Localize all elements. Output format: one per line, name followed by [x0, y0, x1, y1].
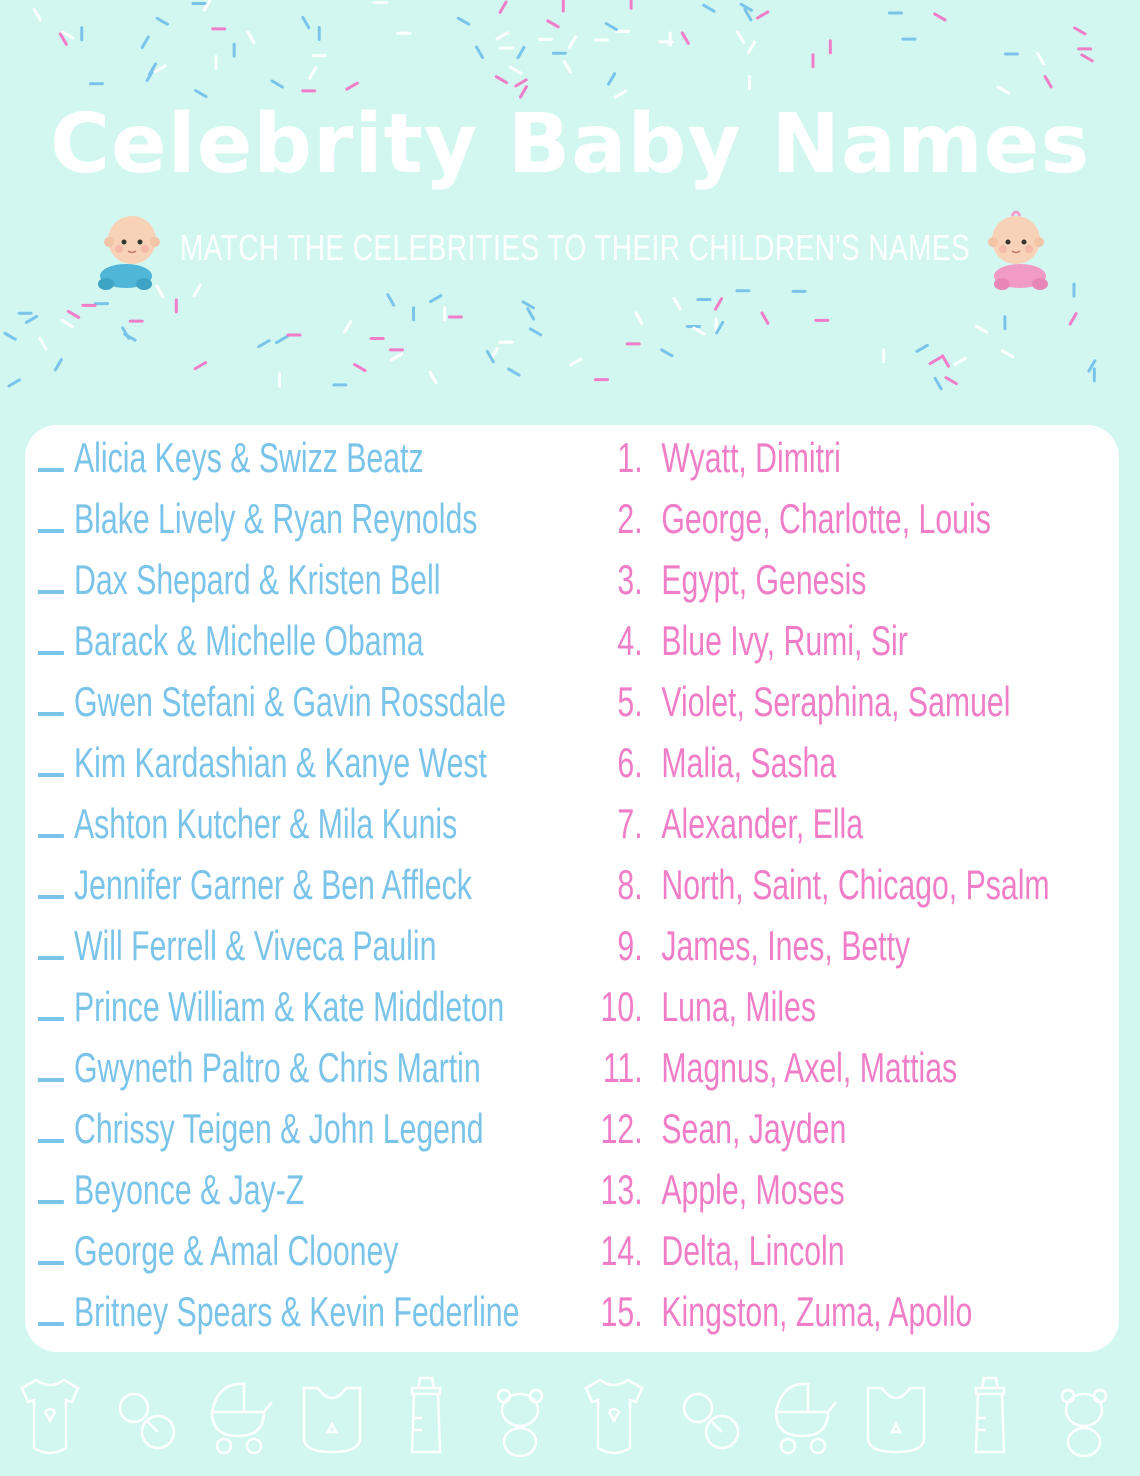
celebrity-name: Ashton Kutcher & Mila Kunis	[74, 800, 458, 847]
item-number: 5.	[617, 678, 643, 725]
celebrity-row	[38, 918, 436, 974]
children-row	[598, 613, 908, 669]
celebrity-name: Will Ferrell & Viveca Paulin	[74, 922, 437, 969]
baby-girl-icon	[976, 206, 1056, 296]
answer-blank[interactable]	[38, 1261, 64, 1265]
answer-blank[interactable]	[38, 590, 64, 594]
children-names: Malia, Sasha	[661, 739, 837, 786]
children-names: Apple, Moses	[661, 1166, 845, 1213]
celebrity-row	[38, 491, 477, 547]
answer-blank[interactable]	[38, 712, 64, 716]
item-number: 2.	[617, 495, 643, 542]
celebrity-row	[38, 613, 424, 669]
children-row	[598, 857, 1050, 913]
onesie-icon	[586, 1380, 642, 1453]
celebrity-row	[38, 430, 424, 486]
children-row	[598, 735, 836, 791]
celebrity-row	[38, 979, 504, 1035]
item-number: 1.	[617, 434, 643, 481]
children-names: North, Saint, Chicago, Psalm	[661, 861, 1050, 908]
children-names: Kingston, Zuma, Apollo	[661, 1288, 973, 1335]
celebrity-name: Britney Spears & Kevin Federline	[74, 1288, 520, 1335]
celebrity-row	[38, 857, 472, 913]
children-names: James, Ines, Betty	[661, 922, 911, 969]
item-number: 15.	[600, 1288, 643, 1335]
children-names: Blue Ivy, Rumi, Sir	[661, 617, 908, 664]
answer-blank[interactable]	[38, 834, 64, 838]
answer-blank[interactable]	[38, 956, 64, 960]
children-row	[598, 674, 1010, 730]
onesie-icon	[22, 1380, 78, 1453]
children-row	[598, 1162, 845, 1218]
teddy-bear-icon	[1062, 1390, 1106, 1456]
answer-blank[interactable]	[38, 1017, 64, 1021]
celebrity-name: Gwyneth Paltro & Chris Martin	[74, 1044, 481, 1091]
teddy-bear-icon	[498, 1390, 542, 1456]
children-names: Luna, Miles	[661, 983, 817, 1030]
children-row	[598, 1223, 845, 1279]
stroller-icon	[776, 1384, 836, 1453]
answer-blank[interactable]	[38, 651, 64, 655]
celebrity-name: Alicia Keys & Swizz Beatz	[74, 434, 424, 481]
celebrity-row	[38, 796, 457, 852]
page-title: Celebrity Baby Names	[49, 97, 1091, 192]
item-number: 14.	[600, 1227, 643, 1274]
bib-icon	[868, 1388, 924, 1452]
children-names: Alexander, Ella	[661, 800, 864, 847]
item-number: 8.	[617, 861, 643, 908]
item-number: 13.	[600, 1166, 643, 1213]
item-number: 6.	[617, 739, 643, 786]
celebrity-name: Kim Kardashian & Kanye West	[74, 739, 487, 786]
item-number: 11.	[602, 1044, 643, 1091]
answer-blank[interactable]	[38, 1322, 64, 1326]
celebrity-row	[38, 674, 506, 730]
stroller-icon	[212, 1384, 272, 1453]
children-names: Violet, Seraphina, Samuel	[661, 678, 1011, 725]
celebrity-name: Barack & Michelle Obama	[74, 617, 424, 664]
celebrity-row	[38, 1101, 484, 1157]
item-number: 3.	[617, 556, 643, 603]
celebrity-name: Dax Shepard & Kristen Bell	[74, 556, 441, 603]
item-number: 12.	[600, 1105, 643, 1152]
children-row	[598, 491, 991, 547]
children-row	[598, 1040, 957, 1096]
item-number: 10.	[600, 983, 643, 1030]
answer-blank[interactable]	[38, 1078, 64, 1082]
pacifier-icon	[684, 1394, 738, 1448]
children-row	[598, 918, 910, 974]
answer-blank[interactable]	[38, 529, 64, 533]
item-number: 7.	[617, 800, 643, 847]
item-number: 4.	[617, 617, 643, 664]
children-names: Delta, Lincoln	[661, 1227, 845, 1274]
item-number: 9.	[617, 922, 643, 969]
celebrity-name: Gwen Stefani & Gavin Rossdale	[74, 678, 506, 725]
celebrity-name: Prince William & Kate Middleton	[74, 983, 505, 1030]
answer-blank[interactable]	[38, 773, 64, 777]
celebrity-row	[38, 1284, 519, 1340]
confetti-decoration	[0, 0, 1140, 400]
answer-blank[interactable]	[38, 895, 64, 899]
celebrity-row	[38, 1162, 304, 1218]
children-names: George, Charlotte, Louis	[661, 495, 991, 542]
children-row	[598, 430, 841, 486]
celebrity-row	[38, 552, 440, 608]
celebrity-row	[38, 735, 487, 791]
celebrity-name: Beyonce & Jay-Z	[74, 1166, 305, 1213]
bottle-icon	[412, 1378, 440, 1452]
children-row	[598, 796, 863, 852]
answer-blank[interactable]	[38, 468, 64, 472]
pacifier-icon	[120, 1394, 174, 1448]
celebrity-name: Blake Lively & Ryan Reynolds	[74, 495, 478, 542]
answer-blank[interactable]	[38, 1139, 64, 1143]
children-names: Wyatt, Dimitri	[661, 434, 841, 481]
celebrity-name: Jennifer Garner & Ben Affleck	[74, 861, 472, 908]
bib-icon	[304, 1388, 360, 1452]
children-row	[598, 1101, 846, 1157]
baby-items-border	[0, 1360, 1140, 1476]
children-names: Sean, Jayden	[661, 1105, 847, 1152]
bottle-icon	[976, 1378, 1004, 1452]
children-row	[598, 979, 816, 1035]
children-names: Egypt, Genesis	[661, 556, 867, 603]
celebrity-row	[38, 1040, 481, 1096]
children-row	[598, 552, 866, 608]
subtitle: MATCH THE CELEBRITIES TO THEIR CHILDREN'S NAMES	[179, 227, 971, 268]
celebrity-name: George & Amal Clooney	[74, 1227, 399, 1274]
celebrity-row	[38, 1223, 398, 1279]
answer-blank[interactable]	[38, 1200, 64, 1204]
celebrity-name: Chrissy Teigen & John Legend	[74, 1105, 484, 1152]
children-row	[598, 1284, 972, 1340]
children-names: Magnus, Axel, Mattias	[661, 1044, 958, 1091]
